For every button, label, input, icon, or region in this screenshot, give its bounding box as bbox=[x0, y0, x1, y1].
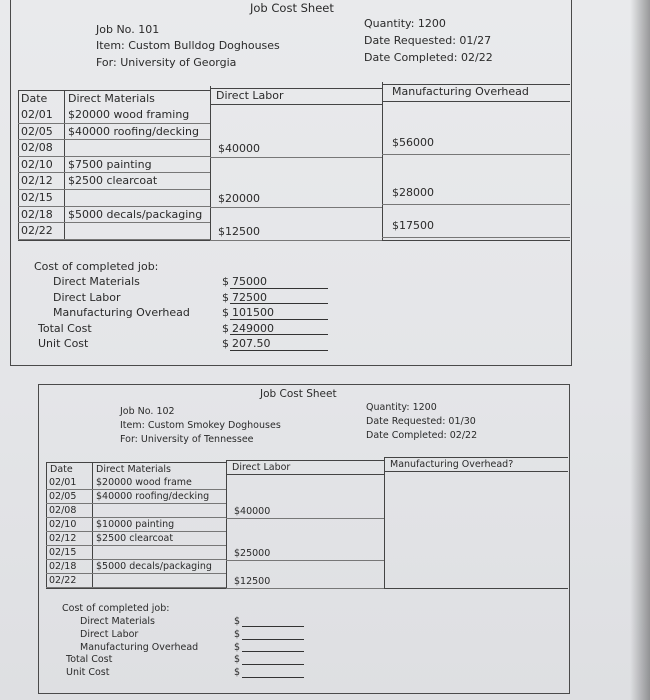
sheet2-row-date: 02/22 bbox=[49, 575, 77, 586]
sheet1-summary-dollar: $ bbox=[222, 275, 229, 288]
sheet1-col-materials: Direct Materials bbox=[68, 92, 155, 105]
sheet2-row-date: 02/15 bbox=[49, 547, 77, 558]
sheet2-col-overhead: Manufacturing Overhead? bbox=[390, 459, 514, 470]
sheet1-overhead-line bbox=[382, 204, 570, 205]
sheet1-date-completed: Date Completed: 02/22 bbox=[364, 51, 493, 64]
sheet1-row-line bbox=[18, 123, 210, 124]
sheet1-overhead-line bbox=[382, 237, 570, 238]
sheet2-labor-line bbox=[226, 518, 384, 519]
sheet2-row-line bbox=[46, 573, 226, 574]
sheet2-row-date: 02/08 bbox=[49, 505, 77, 516]
sheet2-row-materials: $5000 decals/packaging bbox=[96, 561, 212, 572]
sheet2-row-materials: $20000 wood frame bbox=[96, 477, 192, 488]
sheet2-row-line bbox=[46, 503, 226, 504]
sheet1-row-materials: $20000 wood framing bbox=[68, 108, 190, 121]
sheet2-row-line bbox=[46, 559, 226, 560]
sheet1-summary-value: 75000 bbox=[232, 275, 267, 288]
sheet1-for: For: University of Georgia bbox=[96, 56, 237, 69]
sheet1-summary-value: 207.50 bbox=[232, 337, 271, 350]
sheet2-row-labor: $40000 bbox=[234, 506, 271, 517]
sheet1-labor-line bbox=[210, 207, 382, 208]
sheet1-summary-value: 249000 bbox=[232, 321, 274, 335]
sheet1-summary-label: Unit Cost bbox=[38, 337, 89, 350]
sheet1-summary-label: Direct Materials bbox=[53, 275, 140, 288]
sheet2-title: Job Cost Sheet bbox=[260, 388, 337, 400]
sheet1-summary-label: Manufacturing Overhead bbox=[53, 306, 190, 319]
sheet2-labor-line bbox=[226, 588, 384, 589]
sheet2-summary-label: Unit Cost bbox=[66, 667, 110, 679]
sheet2-summary-dollar: $ bbox=[234, 628, 241, 640]
sheet1-row-date: 02/15 bbox=[21, 191, 53, 204]
sheet1-overhead-line bbox=[382, 154, 570, 155]
sheet1-row-labor: $20000 bbox=[218, 192, 260, 205]
sheet1-summary-title: Cost of completed job: bbox=[34, 260, 159, 273]
sheet1-summary-dollar: $ bbox=[222, 321, 229, 335]
sheet2-row-date: 02/10 bbox=[49, 519, 77, 530]
sheet1-row-line bbox=[18, 172, 210, 173]
sheet2-row-materials: $2500 clearcoat bbox=[96, 533, 174, 544]
sheet1-labor-line bbox=[210, 240, 382, 241]
sheet1-row-line bbox=[18, 156, 210, 157]
sheet1-row-date: 02/22 bbox=[21, 224, 53, 238]
sheet2-job-no: Job No. 102 bbox=[120, 406, 175, 417]
sheet1-summary-value: 101500 bbox=[232, 306, 274, 319]
sheet1-row-overhead: $28000 bbox=[392, 186, 434, 199]
sheet2-row-date: 02/01 bbox=[49, 477, 77, 488]
sheet1-quantity: Quantity: 1200 bbox=[364, 17, 446, 30]
sheet2-row-line bbox=[46, 517, 226, 518]
sheet2-summary-underline bbox=[242, 626, 304, 627]
sheet2-row-labor: $25000 bbox=[234, 548, 271, 559]
sheet1-row-materials: $5000 decals/packaging bbox=[68, 207, 203, 221]
sheet1-summary-dollar: $ bbox=[222, 306, 229, 319]
sheet1-job-no: Job No. 101 bbox=[96, 23, 160, 36]
sheet1-row-labor: $40000 bbox=[218, 142, 260, 156]
sheet1-row-labor: $12500 bbox=[218, 225, 260, 239]
sheet1-summary-label: Total Cost bbox=[38, 321, 92, 335]
sheet2-summary-dollar: $ bbox=[234, 616, 241, 627]
sheet2-summary-label: Total Cost bbox=[66, 654, 113, 666]
sheet2-summary-underline bbox=[242, 639, 304, 640]
sheet1-row-line bbox=[18, 206, 210, 207]
sheet2-col-materials: Direct Materials bbox=[96, 464, 172, 475]
sheet1-summary-value: 72500 bbox=[232, 290, 267, 304]
sheet2-summary-title: Cost of completed job: bbox=[62, 603, 170, 614]
sheet2-summary-underline bbox=[242, 677, 304, 678]
sheet2-row-materials: $40000 roofing/decking bbox=[96, 491, 210, 502]
sheet1-title: Job Cost Sheet bbox=[250, 1, 334, 15]
sheet1-row-materials: $7500 painting bbox=[68, 157, 152, 171]
sheet1-row-date: 02/08 bbox=[21, 141, 53, 155]
sheet2-row-date: 02/18 bbox=[49, 561, 77, 572]
sheet2-row-line bbox=[46, 489, 226, 490]
sheet1-col-overhead: Manufacturing Overhead bbox=[392, 85, 529, 98]
sheet2-summary-label: Direct Labor bbox=[80, 628, 139, 640]
sheet1-row-line bbox=[18, 222, 210, 223]
sheet1-row-date: 02/05 bbox=[21, 124, 53, 138]
sheet2-date-completed: Date Completed: 02/22 bbox=[366, 430, 478, 441]
sheet1-row-materials: $40000 roofing/decking bbox=[68, 124, 199, 138]
sheet1-summary-dollar: $ bbox=[222, 337, 229, 350]
sheet2-date-requested: Date Requested: 01/30 bbox=[366, 416, 476, 427]
sheet2-summary-dollar: $ bbox=[234, 641, 241, 653]
sheet2-summary-label: Manufacturing Overhead bbox=[80, 641, 199, 653]
sheet2-item: Item: Custom Smokey Doghouses bbox=[120, 420, 281, 431]
sheet2-col-date: Date bbox=[50, 464, 73, 475]
sheet1-row-date: 02/12 bbox=[21, 174, 53, 188]
sheet2-summary-label: Direct Materials bbox=[80, 616, 156, 627]
page-right-edge-shadow bbox=[630, 0, 650, 700]
sheet1-row-date: 02/10 bbox=[21, 157, 53, 171]
sheet2-summary-dollar: $ bbox=[234, 654, 241, 666]
sheet1-summary-dollar: $ bbox=[222, 290, 229, 304]
sheet2-summary-underline bbox=[242, 664, 304, 665]
sheet1-summary-label: Direct Labor bbox=[53, 290, 121, 304]
sheet2-row-date: 02/12 bbox=[49, 533, 77, 544]
sheet1-row-date: 02/01 bbox=[21, 108, 53, 121]
sheet1-row-line bbox=[18, 239, 210, 240]
sheet2-row-line bbox=[46, 531, 226, 532]
sheet2-row-materials: $10000 painting bbox=[96, 519, 175, 530]
sheet1-col-labor: Direct Labor bbox=[216, 89, 284, 102]
sheet1-row-line bbox=[18, 189, 210, 190]
sheet2-for: For: University of Tennessee bbox=[120, 434, 254, 445]
sheet1-labor-line bbox=[210, 157, 382, 158]
sheet2-row-date: 02/05 bbox=[49, 491, 77, 502]
sheet1-row-line bbox=[18, 139, 210, 140]
sheet2-row-line bbox=[46, 587, 226, 588]
sheet1-date-requested: Date Requested: 01/27 bbox=[364, 34, 492, 47]
sheet1-col-date: Date bbox=[21, 92, 48, 105]
sheet1-row-overhead: $56000 bbox=[392, 136, 434, 150]
sheet1-row-date: 02/18 bbox=[21, 207, 53, 221]
sheet2-row-line bbox=[46, 545, 226, 546]
sheet2-quantity: Quantity: 1200 bbox=[366, 402, 437, 413]
sheet2-col-labor: Direct Labor bbox=[232, 462, 291, 473]
sheet2-summary-dollar: $ bbox=[234, 667, 241, 679]
sheet1-item: Item: Custom Bulldog Doghouses bbox=[96, 39, 280, 52]
sheet2-labor-line bbox=[226, 560, 384, 561]
sheet1-row-overhead: $17500 bbox=[392, 219, 434, 233]
sheet1-row-materials: $2500 clearcoat bbox=[68, 174, 158, 188]
sheet2-summary-underline bbox=[242, 651, 304, 652]
sheet2-row-labor: $12500 bbox=[234, 576, 271, 587]
